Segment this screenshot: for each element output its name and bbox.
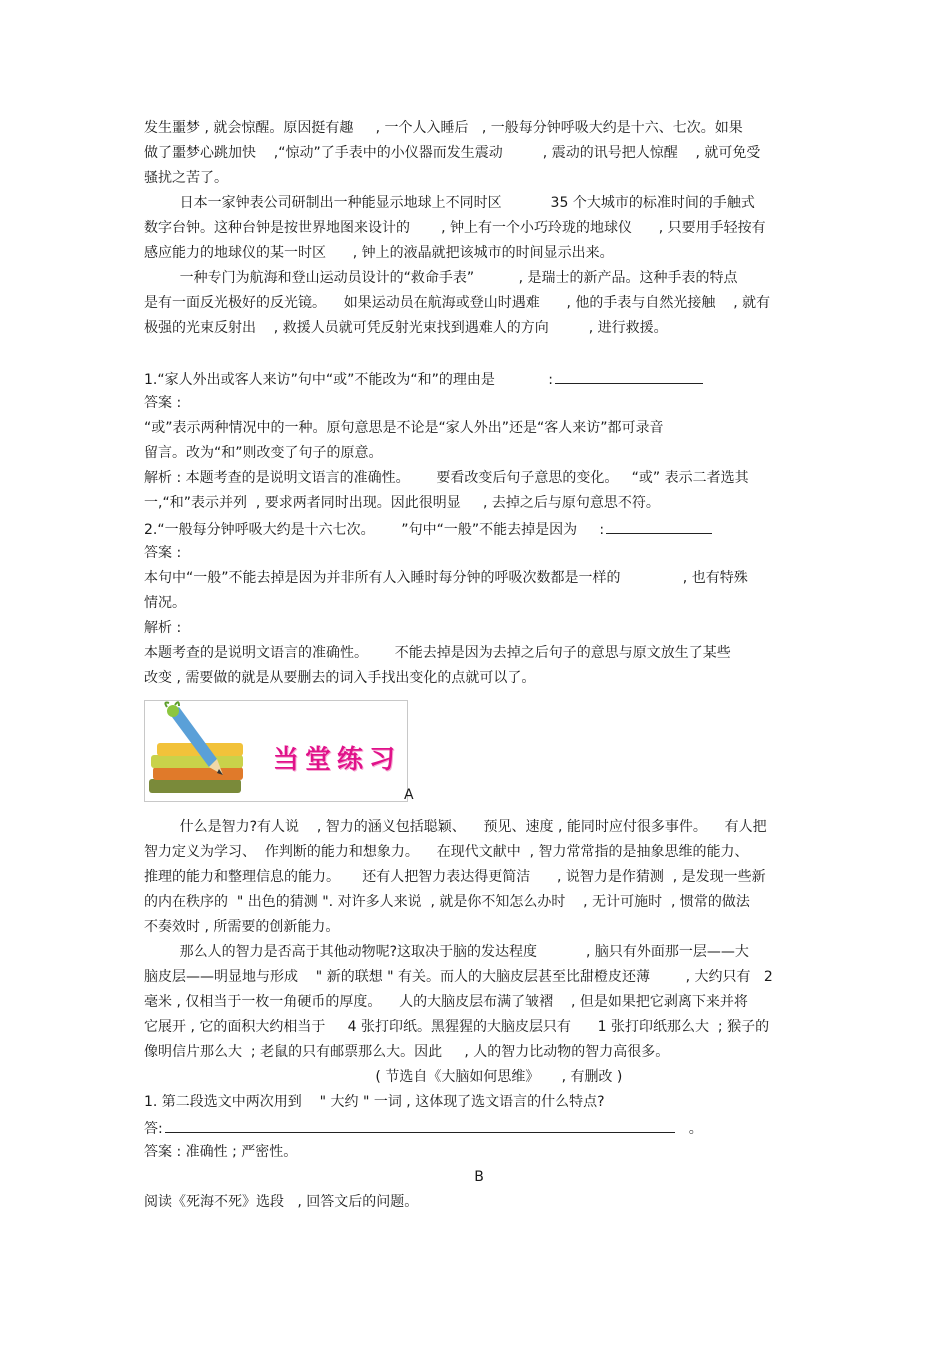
text-line: 脑皮层——明显地与形成 " 新的联想 " 有关。而人的大脑皮层甚至比甜橙皮还薄 , 大约只有 2 [144,969,773,985]
answer-label: 答案 : [144,545,182,561]
text-line: 本句中“一般”不能去掉是因为并非所有人入睡时每分钟的呼吸次数都是一样的 , 也有特殊 [144,570,748,586]
answer-prefix: 答: [144,1121,163,1137]
text-line: 骚扰之苦了。 [144,170,228,186]
practice-banner [144,700,408,802]
source-note: ( 节选自《大脑如何思维》 , 有删改 ) [144,1069,623,1085]
question-text: 2.“一般每分钟呼吸大约是十六七次。 ”句中“一般”不能去掉是因为 : [144,522,605,538]
text-line: 发生噩梦 , 就会惊醒。原因挺有趣 , 一个人入睡后 , 一般每分钟呼吸大约是十六、七次。如果 [144,120,743,136]
text-line: 智力定义为学习、 作判断的能力和想象力。 在现代文献中 , 智力常常指的是抽象思维的能力、 [144,844,749,860]
section-letter: A [404,787,414,803]
question-2 [144,519,814,539]
question-text: 1. 第二段选文中两次用到 " 大约 " 一词 , 这体现了选文语言的什么特点? [144,1094,605,1110]
text-line: 答案 : 准确性 ; 严密性。 [144,1144,298,1160]
answer-label: 答案 : [144,395,182,411]
text-line: 一,“和”表示并列 , 要求两者同时出现。因此很明显 , 去掉之后与原句意思不符。 [144,495,660,511]
pencil-on-books-icon [145,701,269,801]
text-line: 数字台钟。这种台钟是按世界地图来设计的 , 钟上有一个小巧玲珑的地球仪 , 只要用手轻按有 [144,220,766,236]
text-line: 的内在秩序的 " 出色的猜测 ". 对许多人来说 , 就是你不知怎么办时 , 无计可施时 , 惯常的做法 [144,894,750,910]
text-line: 日本一家钟表公司研制出一种能显示地球上不同时区 35 个大城市的标准时间的手触式 [144,195,755,211]
text-line: 是有一面反光极好的反光镜。 如果运动员在航海或登山时遇难 , 他的手表与自然光接触 , 就有 [144,295,771,311]
text-line: 不奏效时 , 所需要的创新能力。 [144,919,340,935]
text-line: 像明信片那么大 ; 老鼠的只有邮票那么大。因此 , 人的智力比动物的智力高很多。 [144,1044,670,1060]
text-line: 情况。 [144,595,186,611]
answer-blank [555,369,703,384]
section-letter: B [474,1169,484,1185]
answer-suffix: 。 [688,1121,703,1137]
question-1 [144,369,814,389]
text-line: 本题考查的是说明文语言的准确性。 不能去掉是因为去掉之后句子的意思与原文放生了某些 [144,645,731,661]
text-line: 推理的能力和整理信息的能力。 还有人把智力表达得更简洁 , 说智力是作猜测 , 是发现一些新 [144,869,766,885]
question-text: 1.“家人外出或客人来访”句中“或”不能改为“和”的理由是 : [144,372,553,388]
text-line: 阅读《死海不死》选段 , 回答文后的问题。 [144,1194,419,1210]
answer-blank [165,1118,675,1133]
text-line: 它展开 , 它的面积大约相当于 4 张打印纸。黑猩猩的大脑皮层只有 1 张打印纸那么大 ; 猴子的 [144,1019,770,1035]
text-line: 感应能力的地球仪的某一时区 , 钟上的液晶就把该城市的时间显示出来。 [144,245,614,261]
answer-line [144,1118,814,1138]
text-line: “或”表示两种情况中的一种。原句意思是不论是“家人外出”还是“客人来访”都可录音 [144,420,664,436]
text-line: 一种专门为航海和登山运动员设计的“救命手表” , 是瑞士的新产品。这种手表的特点 [144,270,738,286]
text-line: 毫米 , 仅相当于一枚一角硬币的厚度。 人的大脑皮层布满了皱褶 , 但是如果把它剥离下来并将 [144,994,748,1010]
text-line: 做了噩梦心跳加快 ,“惊动”了手表中的小仪器而发生震动 , 震动的讯号把人惊醒 , 就可免受 [144,145,761,161]
text-line: 留言。改为“和”则改变了句子的原意。 [144,445,383,461]
analysis-label: 解析 : [144,620,182,636]
text-line: 那么人的智力是否高于其他动物呢?这取决于脑的发达程度 , 脑只有外面那一层——大 [144,944,749,960]
answer-blank [606,519,712,534]
text-line: 极强的光束反射出 , 救援人员就可凭反射光束找到遇难人的方向 , 进行救援。 [144,320,668,336]
text-line: 改变 , 需要做的就是从要删去的词入手找出变化的点就可以了。 [144,670,536,686]
text-line: 什么是智力?有人说 , 智力的涵义包括聪颖、 预见、速度 , 能同时应付很多事件。 有人把 [144,819,767,835]
text-line: 解析 : 本题考查的是说明文语言的准确性。 要看改变后句子意思的变化。 “或” 表示二者选其 [144,470,749,486]
banner-title: 当堂练习 [273,745,402,775]
